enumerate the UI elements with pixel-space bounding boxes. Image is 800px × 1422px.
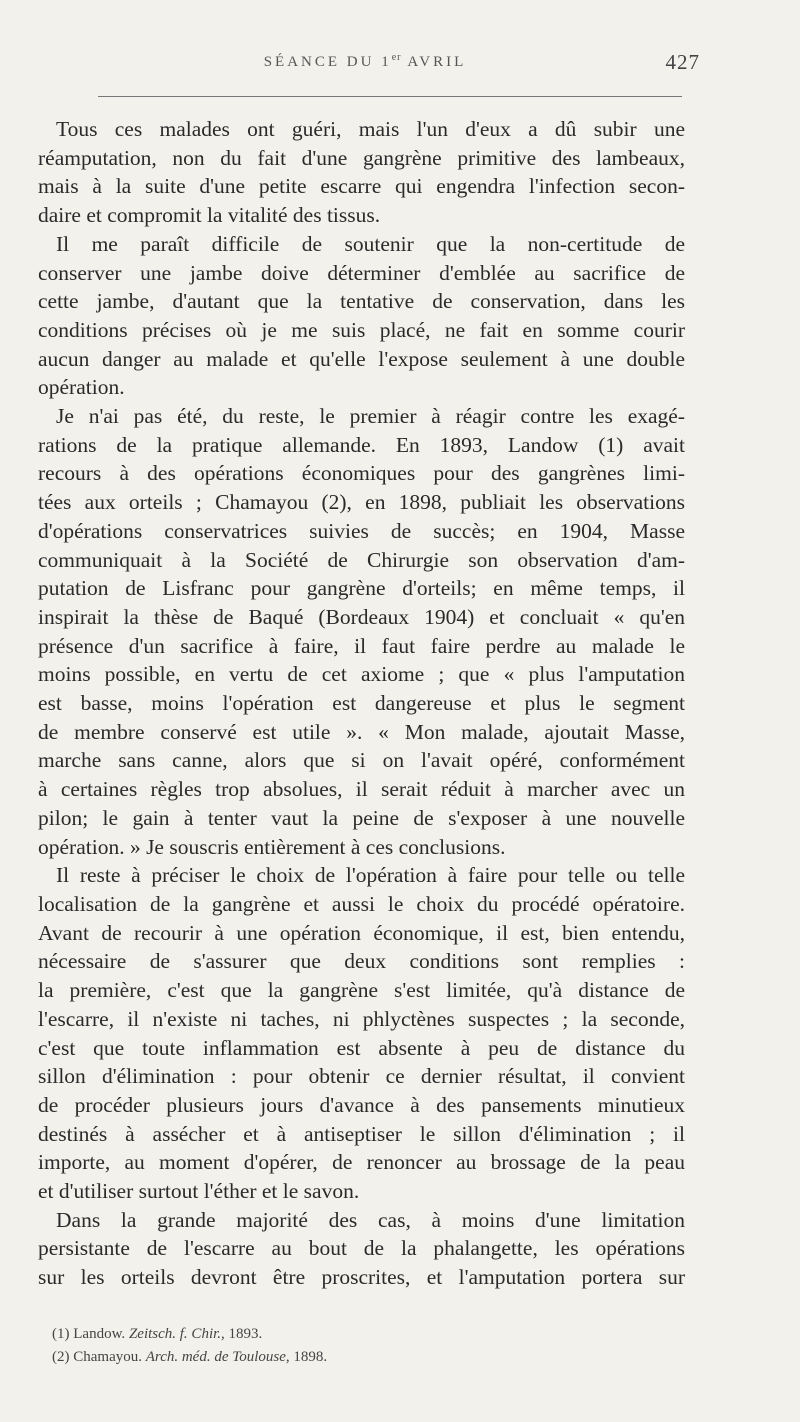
footnote-source: Arch. méd. de Toulouse: [145, 1349, 286, 1365]
running-head-text: SÉANCE DU 1: [263, 54, 392, 70]
text-line: la première, c'est que la gangrène s'est limitée, qu'à distance de: [38, 978, 685, 1003]
running-head-tail: AVRIL: [401, 54, 467, 70]
header-rule: [98, 96, 682, 97]
running-head: [40, 52, 690, 71]
text-line: d'opérations conservatrices suivies de succès; en 1904, Masse: [38, 518, 685, 543]
text-line: Il reste à préciser le choix de l'opération à faire pour telle ou telle: [56, 863, 685, 888]
text-line: de membre conservé est utile ». « Mon malade, ajoutait Masse,: [38, 719, 685, 744]
footnote: [52, 1323, 672, 1346]
text-line: sur les orteils devront être proscrites, et l'amputation portera sur: [38, 1265, 685, 1290]
footnote-author: Chamayou.: [73, 1349, 142, 1365]
footnote-year: , 1893.: [221, 1326, 263, 1342]
footnote-year: , 1898.: [285, 1349, 328, 1365]
text-line: rations de la pratique allemande. En 1893, Landow (1) avait: [38, 432, 685, 457]
text-line: daire et compromit la vitalité des tissus.: [38, 203, 381, 228]
text-line: Avant de recourir à une opération économique, il est, bien entendu,: [38, 920, 685, 945]
text-line: réamputation, non du fait d'une gangrène primitive des lambeaux,: [38, 145, 685, 170]
text-line: destinés à assécher et à antiseptiser le sillon d'élimination ; il: [38, 1121, 685, 1146]
text-line: Je n'ai pas été, du reste, le premier à réagir contre les exagé-: [56, 404, 685, 429]
text-line: c'est que toute inflammation est absente à peu de distance du: [38, 1035, 685, 1060]
text-line: recours à des opérations économiques pour des gangrènes limi-: [38, 461, 685, 486]
text-line: à certaines règles trop absolues, il serait réduit à marcher avec un: [38, 777, 685, 802]
text-line: Dans la grande majorité des cas, à moins d'une limitation: [56, 1207, 685, 1232]
text-line: et d'utiliser surtout l'éther et le savon.: [38, 1179, 360, 1204]
footnote-author: Landow.: [73, 1326, 126, 1342]
page-number: 427: [665, 50, 700, 74]
text-line: Tous ces malades ont guéri, mais l'un d'eux a dû subir une: [56, 117, 685, 141]
text-line: sillon d'élimination : pour obtenir ce dernier résultat, il convient: [38, 1064, 685, 1089]
text-line: putation de Lisfranc pour gangrène d'orteils; en même temps, il: [38, 576, 685, 601]
footnote-number: (1): [52, 1326, 70, 1342]
running-head-superscript: er: [391, 52, 402, 63]
paragraph: [38, 115, 685, 230]
text-line: cette jambe, d'autant que la tentative de conservation, dans les: [38, 289, 685, 314]
text-line: marche sans canne, alors que si on l'avait opéré, conformément: [38, 748, 685, 773]
text-line: conditions précises où je me suis placé, ne fait en somme courir: [38, 317, 685, 342]
text-line: inspirait la thèse de Baqué (Bordeaux 1904) et concluait « qu'en: [38, 604, 685, 629]
text-line: communiquait à la Société de Chirurgie son observation d'am-: [38, 547, 685, 572]
body-text: [38, 115, 685, 1292]
text-line: moins possible, en vertu de cet axiome ; que « plus l'amputation: [38, 662, 685, 687]
text-line: mais à la suite d'une petite escarre qui engendra l'infection secon-: [38, 174, 685, 199]
text-line: est basse, moins l'opération est dangereuse et plus le segment: [38, 691, 685, 716]
page-header: [40, 50, 700, 84]
text-line: conserver une jambe doive déterminer d'emblée au sacrifice de: [38, 260, 685, 285]
footnote-source: Zeitsch. f. Chir.: [128, 1326, 222, 1342]
footnotes: [52, 1323, 672, 1369]
text-line: persistante de l'escarre au bout de la phalangette, les opérations: [38, 1236, 685, 1261]
text-line: importe, au moment d'opérer, de renoncer au brossage de la peau: [38, 1150, 685, 1175]
text-line: opération.: [38, 375, 125, 400]
text-line: de procéder plusieurs jours d'avance à des pansements minutieux: [38, 1092, 685, 1117]
text-line: pilon; le gain à tenter vaut la peine de s'exposer à une nouvelle: [38, 805, 685, 830]
paragraph: [38, 230, 685, 402]
footnote-number: (2): [52, 1349, 70, 1365]
paragraph: [38, 861, 685, 1205]
text-line: l'escarre, il n'existe ni taches, ni phlyctènes suspectes ; la seconde,: [38, 1006, 685, 1031]
text-line: aucun danger au malade et qu'elle l'expose seulement à une double: [38, 346, 685, 371]
text-line: localisation de la gangrène et aussi le choix du procédé opératoire.: [38, 891, 685, 916]
text-line: présence d'un sacrifice à faire, il faut faire perdre au malade le: [38, 633, 685, 658]
text-line: opération. » Je souscris entièrement à ces conclusions.: [38, 834, 506, 859]
paragraph: [38, 1206, 685, 1292]
text-line: tées aux orteils ; Chamayou (2), en 1898, publiait les observations: [38, 490, 685, 515]
text-line: Il me paraît difficile de soutenir que la non-certitude de: [56, 231, 685, 256]
paragraph: [38, 402, 685, 861]
footnote: [52, 1346, 672, 1369]
text-line: nécessaire de s'assurer que deux conditions sont remplies :: [38, 949, 685, 974]
